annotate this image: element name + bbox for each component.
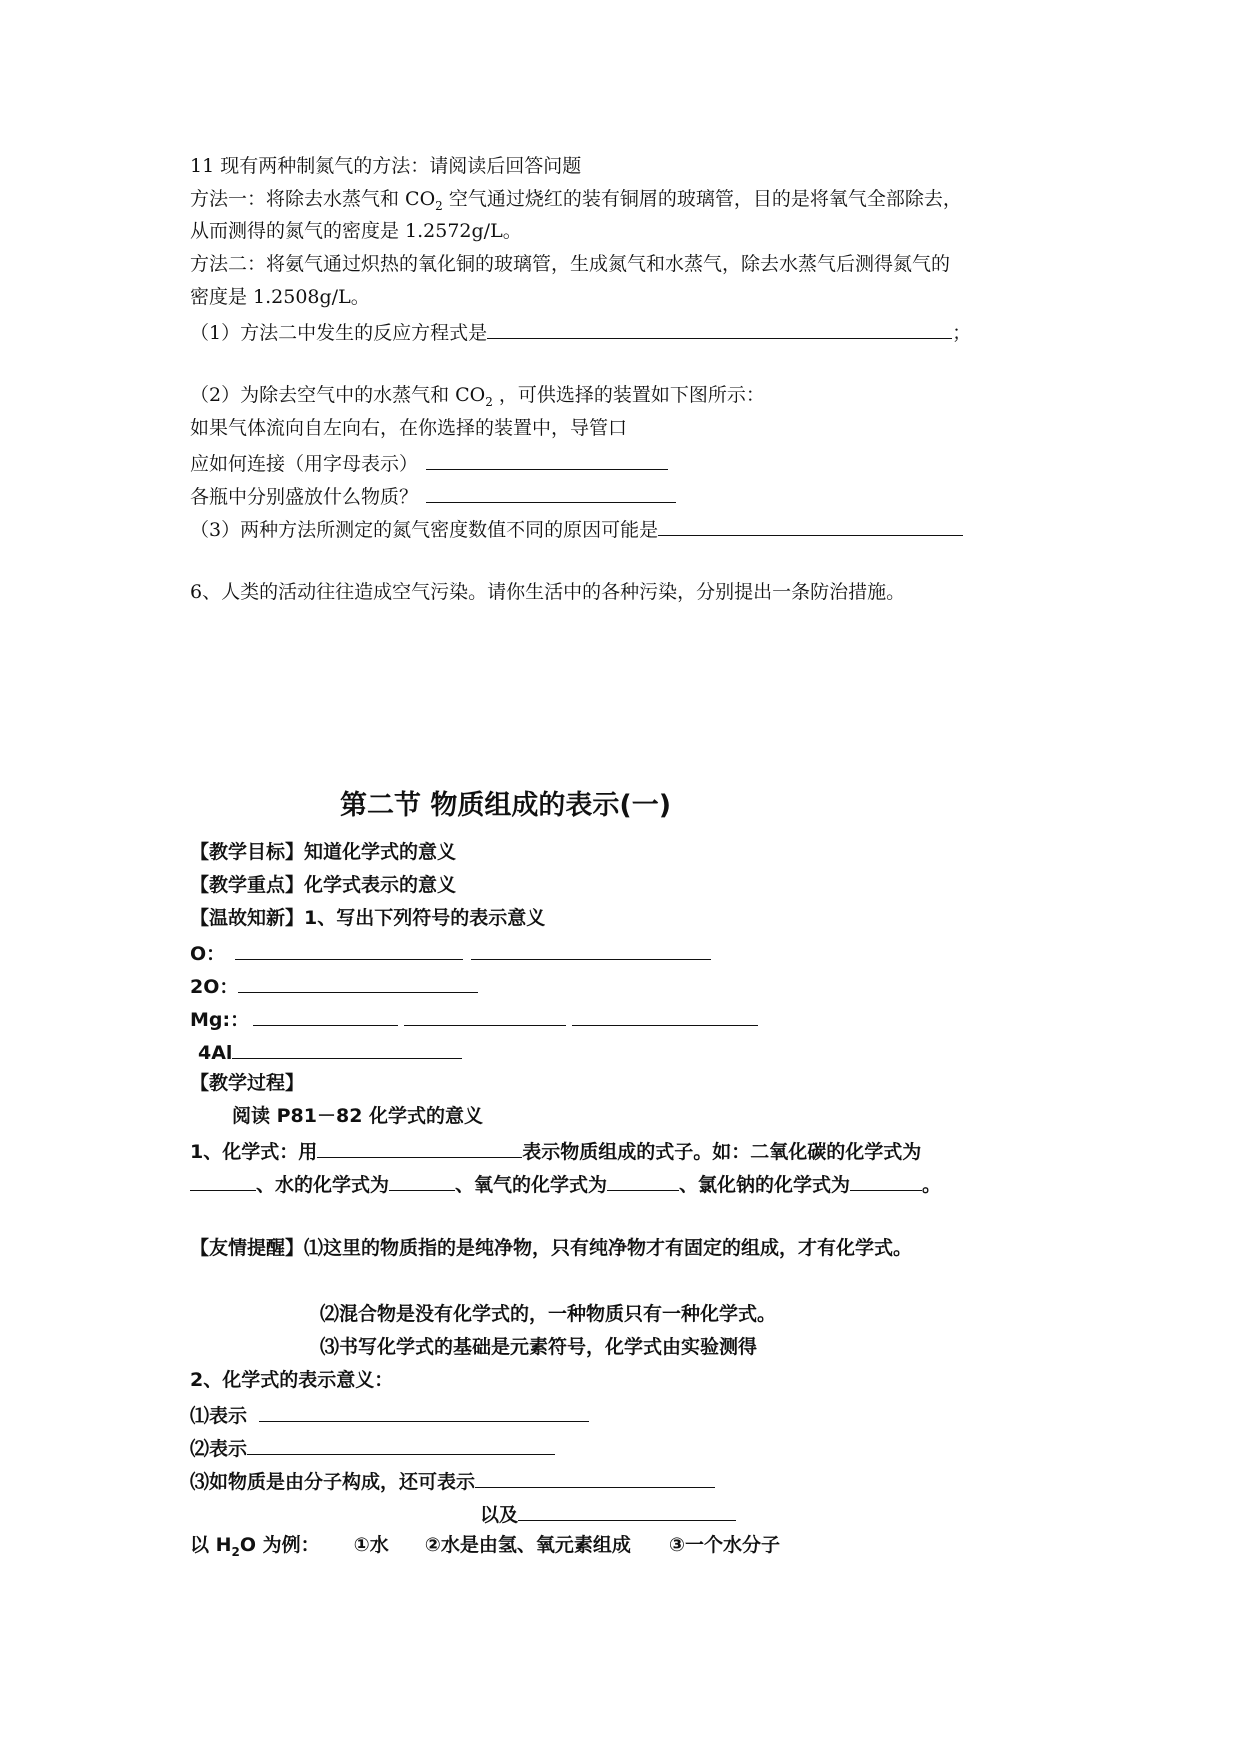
def-b: 表示物质组成的式子。如：二氧化碳的化学式为: [522, 1141, 922, 1163]
answer-blank[interactable]: [572, 1005, 758, 1026]
answer-blank[interactable]: [607, 1170, 679, 1191]
meaning-2: [190, 1434, 555, 1461]
example-1: ①水: [353, 1534, 389, 1556]
section-title: 第二节 物质组成的表示(一): [340, 790, 672, 821]
answer-blank[interactable]: [475, 1467, 715, 1488]
q11-p2-a: （2）为除去空气中的水蒸气和 CO: [190, 384, 486, 406]
answer-blank[interactable]: [487, 318, 952, 339]
q11-part2-line4: [190, 482, 676, 509]
q11-part1-text: （1）方法二中发生的反应方程式是: [190, 322, 488, 344]
def-d: 、氧气的化学式为: [455, 1174, 608, 1196]
answer-blank[interactable]: [317, 1137, 522, 1158]
q11-part1-end: ；: [952, 322, 972, 344]
example-3: ③一个水分子: [668, 1534, 780, 1556]
answer-blank[interactable]: [426, 449, 668, 470]
2o-row: [190, 972, 478, 999]
2o-label: 2O：: [190, 976, 239, 998]
answer-blank[interactable]: [232, 1038, 462, 1059]
def-c: 、水的化学式为: [256, 1174, 390, 1196]
mg-row: [190, 1005, 758, 1032]
teaching-goal: 【教学目标】知道化学式的意义: [190, 841, 457, 863]
q11-m1-b: 空气通过烧红的装有铜屑的玻璃管，目的是将氧气全部除去，: [442, 188, 962, 210]
al-label: 4Al: [198, 1042, 233, 1064]
o-label: O：: [190, 943, 226, 965]
def-f: 。: [922, 1174, 942, 1196]
mg-label: Mg:：: [190, 1009, 250, 1031]
m3-label: ⑶如物质是由分子构成，还可表示: [190, 1471, 476, 1493]
q11-part2-line3: [190, 449, 668, 476]
answer-blank[interactable]: [471, 939, 711, 960]
answer-blank[interactable]: [253, 1005, 398, 1026]
q11-intro: 11 现有两种制氮气的方法：请阅读后回答问题: [190, 155, 582, 177]
definition-line2: [190, 1170, 941, 1197]
q11-method2-line1: 方法二：将氨气通过炽热的氧化铜的玻璃管，生成氮气和水蒸气，除去水蒸气后测得氮气的: [190, 253, 951, 275]
answer-blank[interactable]: [190, 1170, 256, 1191]
m2-label: ⑵表示: [190, 1438, 248, 1460]
meaning-3: [190, 1467, 715, 1494]
answer-blank[interactable]: [426, 482, 676, 503]
meaning-1: [190, 1401, 589, 1428]
co2-subscript: 2: [485, 394, 493, 409]
q11-p2-e: 各瓶中分别盛放什么物质？: [190, 486, 419, 508]
answer-blank[interactable]: [850, 1170, 922, 1191]
ex-a: 以 H: [190, 1534, 232, 1556]
al-row: [198, 1038, 462, 1065]
ex-b: O 为例：: [239, 1534, 320, 1556]
q11-part1: [190, 318, 971, 345]
def-e: 、氯化钠的化学式为: [679, 1174, 851, 1196]
friendly-tip-2: ⑵混合物是没有化学式的，一种物质只有一种化学式。: [320, 1303, 777, 1325]
def-a: 1、化学式：用: [190, 1141, 318, 1163]
m4-label: 以及: [480, 1504, 519, 1526]
h2o-subscript: 2: [231, 1544, 240, 1559]
answer-blank[interactable]: [259, 1401, 589, 1422]
example-row: [190, 1533, 780, 1557]
answer-blank[interactable]: [404, 1005, 566, 1026]
o-row: [190, 939, 711, 966]
q11-method1-line2: 从而测得的氮气的密度是 1.2572g/L。: [190, 220, 522, 242]
q6-text: 6、人类的活动往往造成空气污染。请你生活中的各种污染，分别提出一条防治措施。: [190, 581, 906, 603]
friendly-tip-3: ⑶书写化学式的基础是元素符号，化学式由实验测得: [320, 1336, 758, 1358]
answer-blank[interactable]: [389, 1170, 455, 1191]
friendly-tip-1: 【友情提醒】⑴这里的物质指的是纯净物，只有纯净物才有固定的组成，才有化学式。: [190, 1237, 913, 1259]
q11-p3-text: （3）两种方法所测定的氮气密度数值不同的原因可能是: [190, 519, 659, 541]
process-heading: 【教学过程】: [190, 1072, 305, 1094]
co2-subscript: 2: [435, 198, 443, 213]
read-instruction: 阅读 P81－82 化学式的意义: [232, 1105, 484, 1127]
answer-blank[interactable]: [658, 515, 963, 536]
meaning-heading: 2、化学式的表示意义：: [190, 1369, 394, 1391]
q11-part2-line1: [190, 383, 765, 407]
answer-blank[interactable]: [238, 972, 478, 993]
q11-m1-a: 方法一：将除去水蒸气和 CO: [190, 188, 436, 210]
q11-part3: [190, 515, 963, 542]
answer-blank[interactable]: [247, 1434, 555, 1455]
q11-part2-line2: 如果气体流向自左向右，在你选择的装置中，导管口: [190, 417, 628, 439]
m1-label: ⑴表示: [190, 1405, 248, 1427]
answer-blank[interactable]: [235, 939, 463, 960]
q11-method2-line2: 密度是 1.2508g/L。: [190, 286, 370, 308]
q11-p2-b: ，可供选择的装置如下图所示：: [492, 384, 765, 406]
q11-method1-line1: [190, 187, 962, 211]
definition-line1: [190, 1137, 921, 1164]
q11-p2-d: 应如何连接（用字母表示）: [190, 453, 419, 475]
meaning-4: [480, 1500, 736, 1527]
review-prompt: 【温故知新】1、写出下列符号的表示意义: [190, 907, 546, 929]
teaching-focus: 【教学重点】化学式表示的意义: [190, 874, 457, 896]
answer-blank[interactable]: [518, 1500, 736, 1521]
example-2: ②水是由氢、氧元素组成: [424, 1534, 631, 1556]
